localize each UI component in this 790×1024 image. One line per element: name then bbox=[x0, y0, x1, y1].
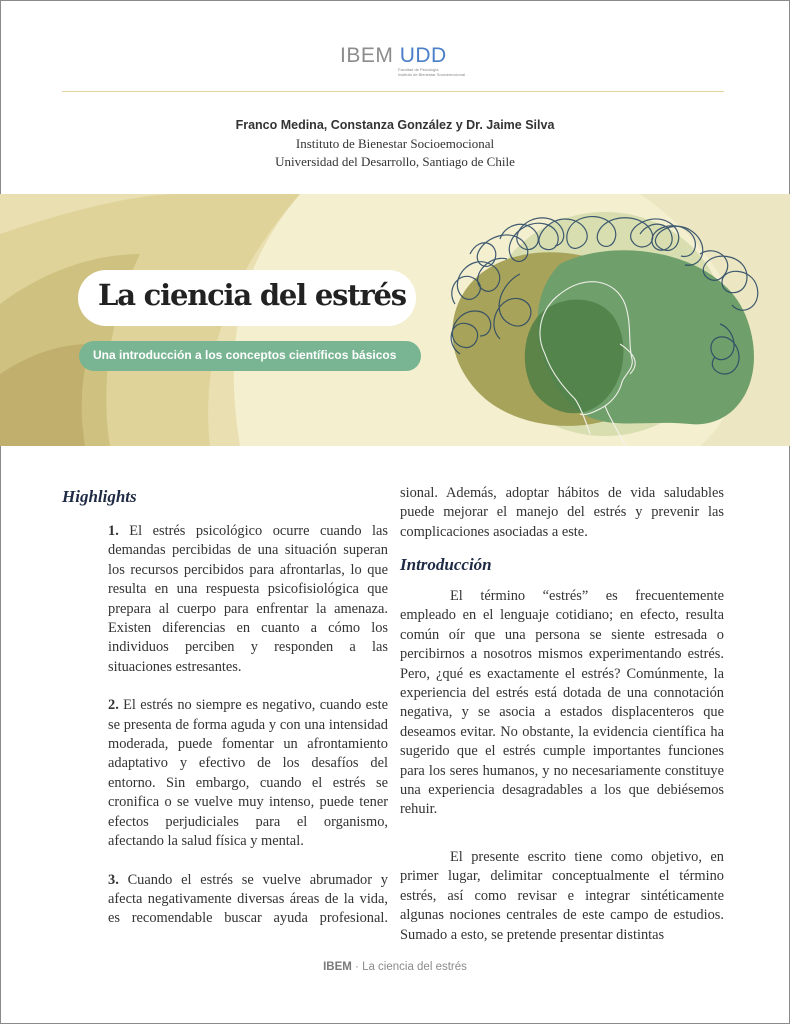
author-university: Universidad del Desarrollo, Santiago de Chile bbox=[275, 154, 515, 169]
document-title: La ciencia del estrés bbox=[98, 278, 406, 312]
ibem-udd-logo bbox=[330, 40, 465, 82]
introduction-heading: Introducción bbox=[400, 555, 492, 574]
introduction-body bbox=[400, 587, 724, 964]
intro-paragraph-2: El presente escrito tiene como objetivo, en primer lugar, delimitar conceptualmente el término estrés, así como revisar e integrar sintéticamente algunas nociones centrales de este campo de estudios. Sumado a esto, se pretende presentar distintas bbox=[400, 848, 724, 943]
logo-udd: UDD bbox=[399, 44, 447, 67]
author-institute: Instituto de Bienestar Socioemocional bbox=[295, 136, 495, 151]
highlight-item-3: 3. Cuando el estrés se vuelve abrumador y afecta negativamente diversas áreas de la vida, es recomendable buscar ayuda profesional. bbox=[108, 871, 388, 927]
highlight-item-1: 1. El estrés psicológico ocurre cuando las demandas percibidas de una situación superan los recursos percibidos para afrontarlas, lo que resulta en una respuesta psicofisiológica que prepara al cuerpo para enfrentar la amenaza. Existen diferencias en cuanto a cómo los individuos perciben y responden a las situaciones estresantes. bbox=[108, 523, 388, 675]
footer-separator: · bbox=[351, 961, 363, 973]
highlight-item-3-continuation-text: sional. Además, adoptar hábitos de vida saludables puede mejorar el manejo del estrés y prevenir las complicaciones asociadas a este. bbox=[400, 485, 724, 540]
highlights-column-left bbox=[108, 522, 388, 929]
intro-paragraph-1: El término “estrés” es frecuentemente empleado en el lenguaje cotidiano; en efecto, resulta común oír que una persona se siente estresada o percibirnos a nosotros mismos experimentando estrés. Pero, ¿qué es exactamente el estrés? Comúnmente, la experiencia del estrés está dotada de una connotación negativa, y se asocia a estados displacenteros que deseamos evitar. No obstante, la evidencia científica ha sugerido que el estrés cumple importantes funciones para los seres humanos, y no necesariamente constituye una experiencia desagradables a los que debiésemos rehuir. bbox=[400, 588, 724, 818]
footer-title: La ciencia del estrés bbox=[362, 961, 467, 973]
logo-ibem: IBEM bbox=[340, 44, 394, 67]
subtitle-pill bbox=[79, 341, 421, 371]
document-subtitle: Una introducción a los conceptos científicos básicos bbox=[93, 348, 397, 362]
logo-subtitle-2: Instituto de Bienestar Socioemocional bbox=[398, 72, 465, 77]
logo-subtitle-1: Facultad de Psicología bbox=[398, 67, 439, 72]
header-rule bbox=[62, 91, 724, 92]
highlights-heading: Highlights bbox=[62, 487, 137, 506]
highlight-item-2: 2. El estrés no siempre es negativo, cuando este se presenta de forma aguda y con una intensidad moderada, puede fomentar un afrontamiento adaptativo y efectivo de los desafíos del entorno. Sin embargo, cuando el estrés se cronifica o se vuelve muy intenso, puede tener efectos perjudiciales para el organismo, afectando la salud física y mental. bbox=[108, 697, 388, 850]
authors-block bbox=[0, 118, 790, 171]
footer-brand: IBEM bbox=[323, 961, 352, 973]
highlight-item-3-continuation bbox=[400, 484, 724, 542]
page-footer bbox=[0, 961, 790, 973]
title-pill bbox=[78, 270, 416, 326]
author-names: Franco Medina, Constanza González y Dr. Jaime Silva bbox=[235, 118, 555, 132]
